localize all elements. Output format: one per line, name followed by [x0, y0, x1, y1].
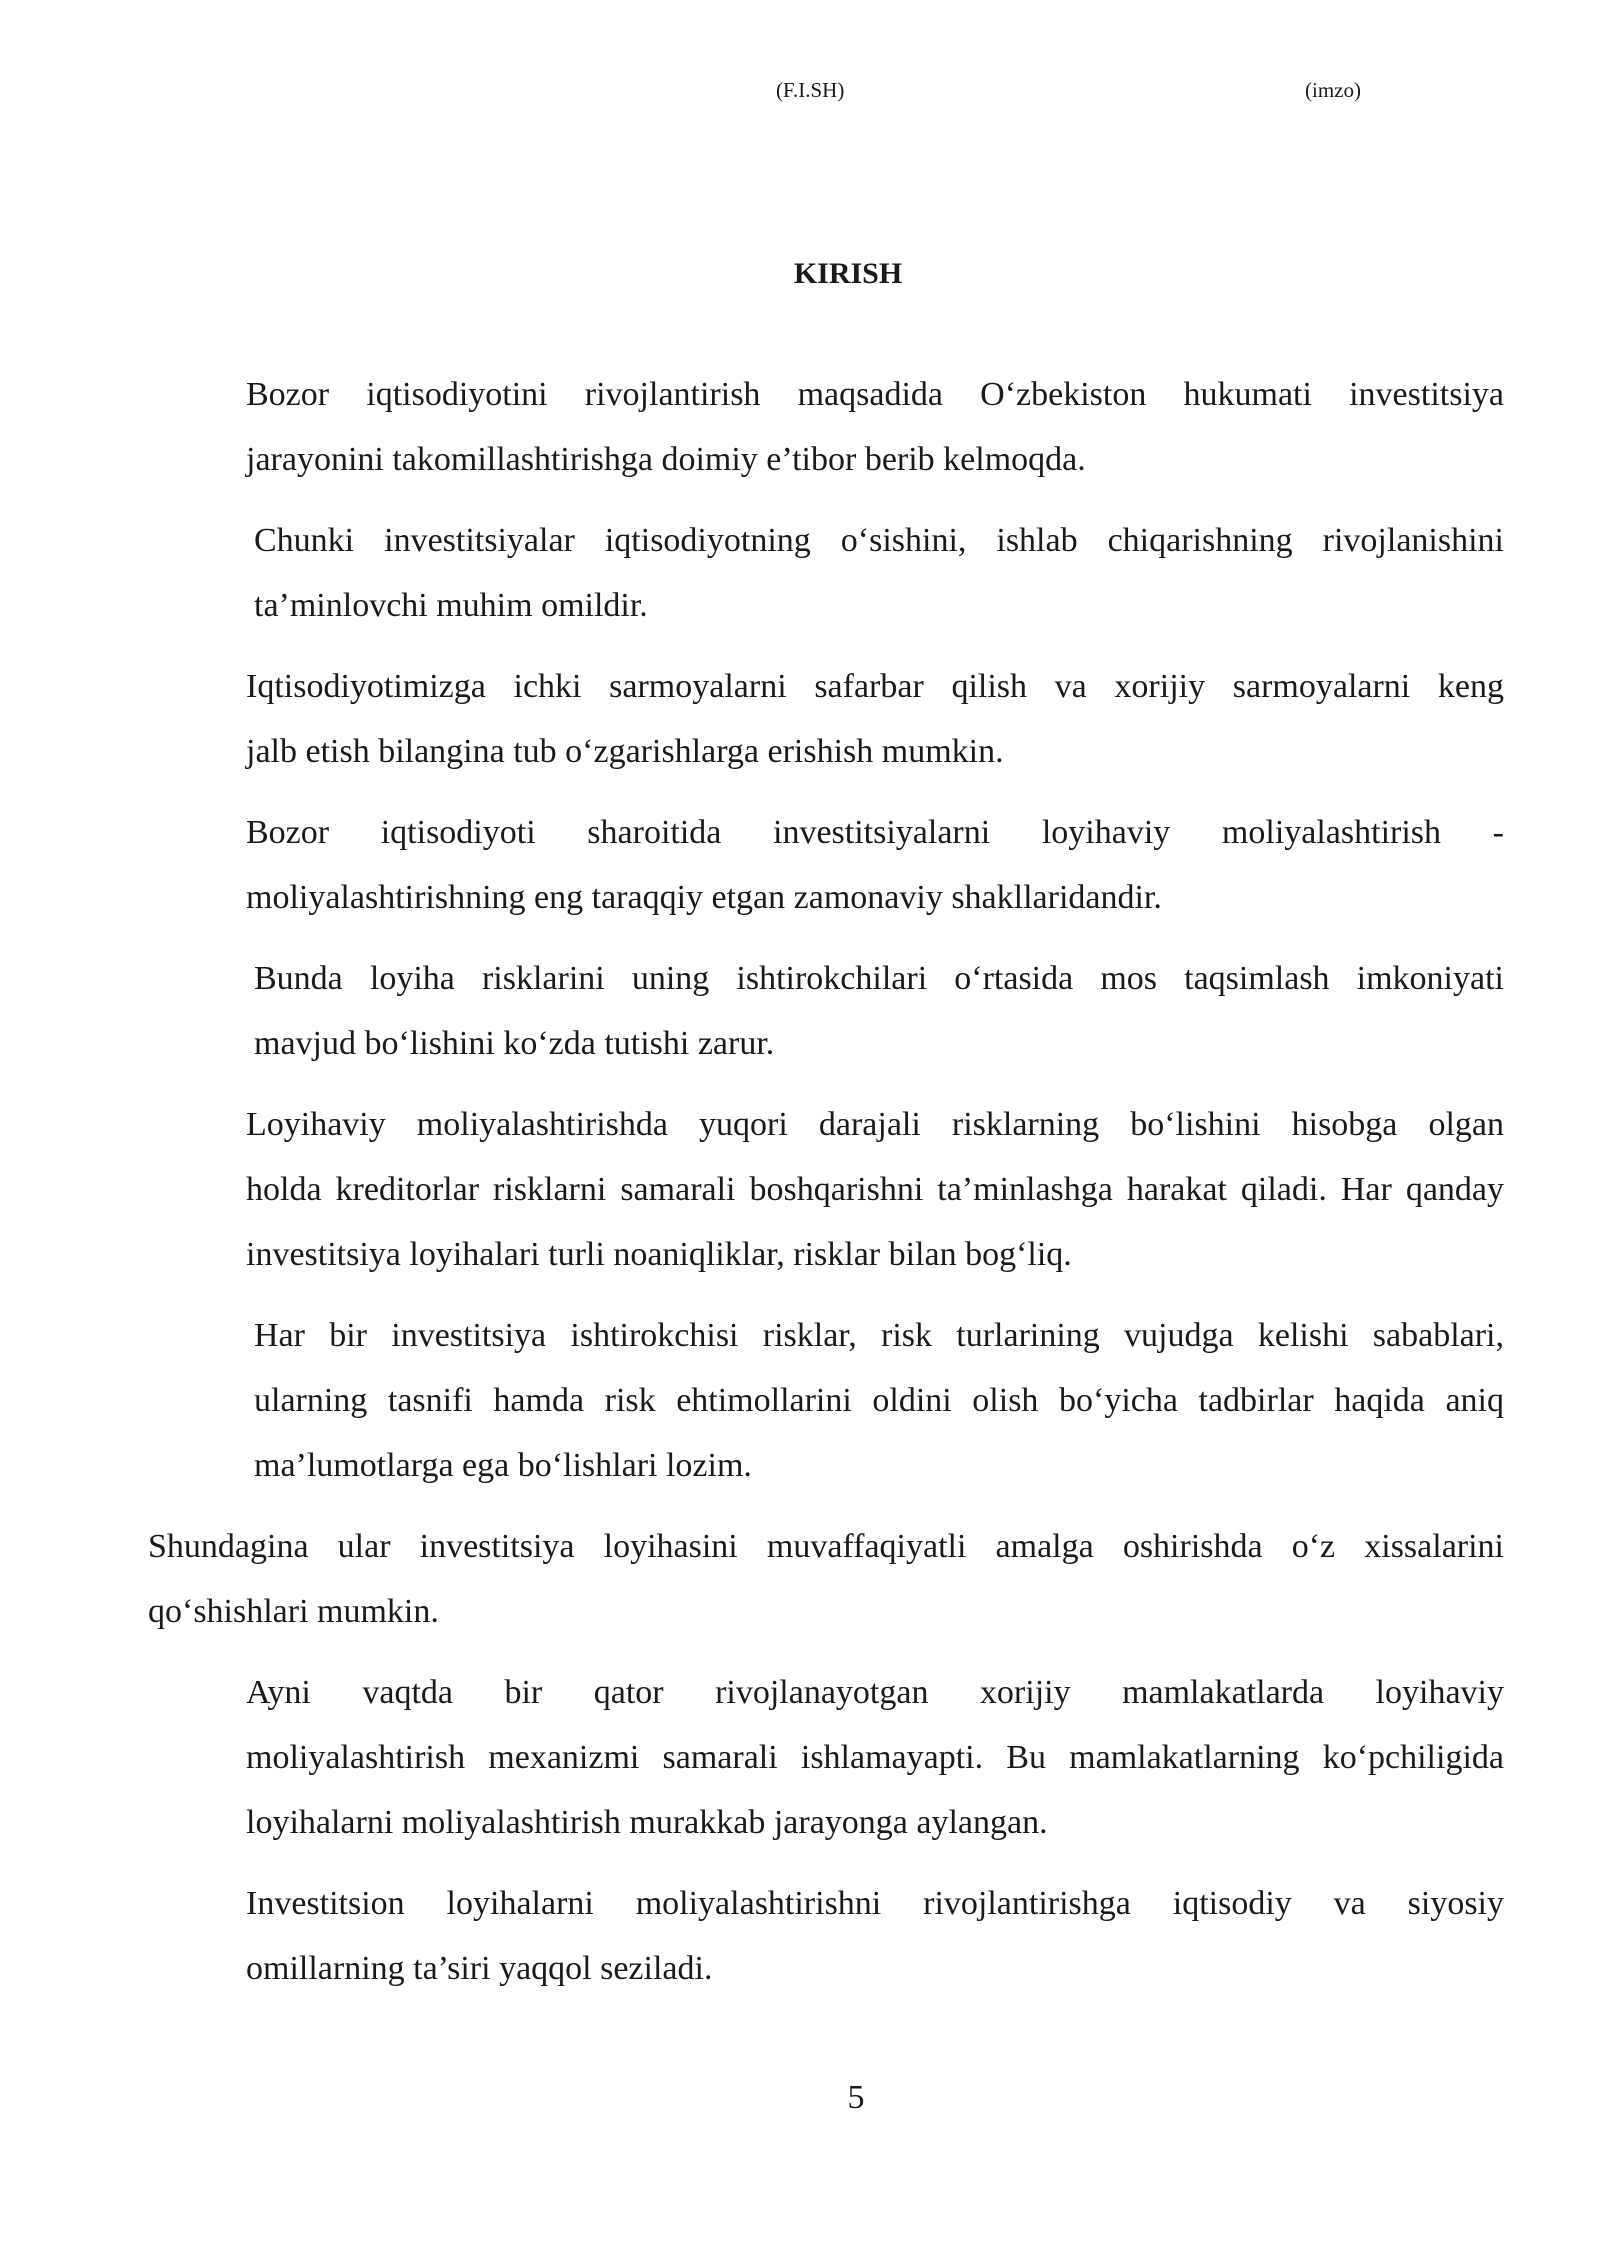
- paragraph-line: mavjud bo‘lishini ko‘zda tutishi zarur.: [254, 1025, 775, 1062]
- paragraph-line: loyihalarni moliyalashtirish murakkab jarayonga aylangan.: [246, 1804, 1048, 1841]
- paragraph: [148, 800, 1504, 930]
- paragraph-line: Har bir investitsiya ishtirokchisi risklar, risk turlarining vujudga kelishi sabablari,: [254, 1317, 1504, 1354]
- paragraph: [148, 946, 1504, 1076]
- paragraph-line: jarayonini takomillashtirishga doimiy e’tibor berib kelmoqda.: [246, 441, 1086, 478]
- paragraph-line: Bozor iqtisodiyoti sharoitida investitsiyalarni loyihaviy moliyalashtirish -: [246, 814, 1504, 851]
- paragraph: [148, 362, 1504, 492]
- paragraph-line: holda kreditorlar risklarni samarali boshqarishni ta’minlashga harakat qiladi. Har qanday: [246, 1171, 1504, 1208]
- paragraph-line: Bozor iqtisodiyotini rivojlantirish maqsadida O‘zbekiston hukumati investitsiya: [246, 376, 1504, 413]
- fish-label: (F.I.SH): [776, 78, 845, 102]
- paragraph: [148, 508, 1504, 638]
- paragraph-line: Investitsion loyihalarni moliyalashtirishni rivojlantirishga iqtisodiy va siyosiy: [246, 1885, 1504, 1922]
- section-title: KIRISH: [793, 257, 903, 290]
- paragraph: [148, 1871, 1504, 2001]
- paragraph-line: Ayni vaqtda bir qator rivojlanayotgan xorijiy mamlakatlarda loyihaviy: [246, 1674, 1504, 1711]
- paragraph-line: Bunda loyiha risklarini uning ishtirokchilari o‘rtasida mos taqsimlash imkoniyati: [254, 960, 1504, 997]
- paragraph-line: omillarning ta’siri yaqqol seziladi.: [246, 1950, 713, 1987]
- paragraph-line: Chunki investitsiyalar iqtisodiyotning o‘sishini, ishlab chiqarishning rivojlanishini: [254, 522, 1504, 559]
- paragraph-line: Shundagina ular investitsiya loyihasini muvaffaqiyatli amalga oshirishda o‘z xissalarini: [148, 1528, 1504, 1565]
- paragraph-line: investitsiya loyihalari turli noaniqliklar, risklar bilan bog‘liq.: [246, 1236, 1072, 1273]
- paragraph-line: ularning tasnifi hamda risk ehtimollarini oldini olish bo‘yicha tadbirlar haqida aniq: [254, 1382, 1504, 1419]
- paragraph: [148, 654, 1504, 784]
- paragraph: [148, 1514, 1504, 1644]
- body-text: [148, 362, 1504, 2017]
- paragraph-line: Loyihaviy moliyalashtirishda yuqori darajali risklarning bo‘lishini hisobga olgan: [246, 1106, 1504, 1143]
- paragraph-line: moliyalashtirish mexanizmi samarali ishlamayapti. Bu mamlakatlarning ko‘pchiligida: [246, 1739, 1504, 1776]
- paragraph: [148, 1303, 1504, 1498]
- paragraph-line: ta’minlovchi muhim omildir.: [254, 587, 648, 624]
- paragraph: [148, 1660, 1504, 1855]
- paragraph-line: moliyalashtirishning eng taraqqiy etgan zamonaviy shakllaridandir.: [246, 879, 1162, 916]
- page-number: 5: [847, 2079, 865, 2116]
- paragraph-line: ma’lumotlarga ega bo‘lishlari lozim.: [254, 1447, 752, 1484]
- paragraph-line: qo‘shishlari mumkin.: [148, 1593, 439, 1630]
- paragraph-line: Iqtisodiyotimizga ichki sarmoyalarni safarbar qilish va xorijiy sarmoyalarni keng: [246, 668, 1504, 705]
- paragraph-line: jalb etish bilangina tub o‘zgarishlarga erishish mumkin.: [246, 733, 1004, 770]
- paragraph: [148, 1092, 1504, 1287]
- signature-label: (imzo): [1305, 78, 1361, 102]
